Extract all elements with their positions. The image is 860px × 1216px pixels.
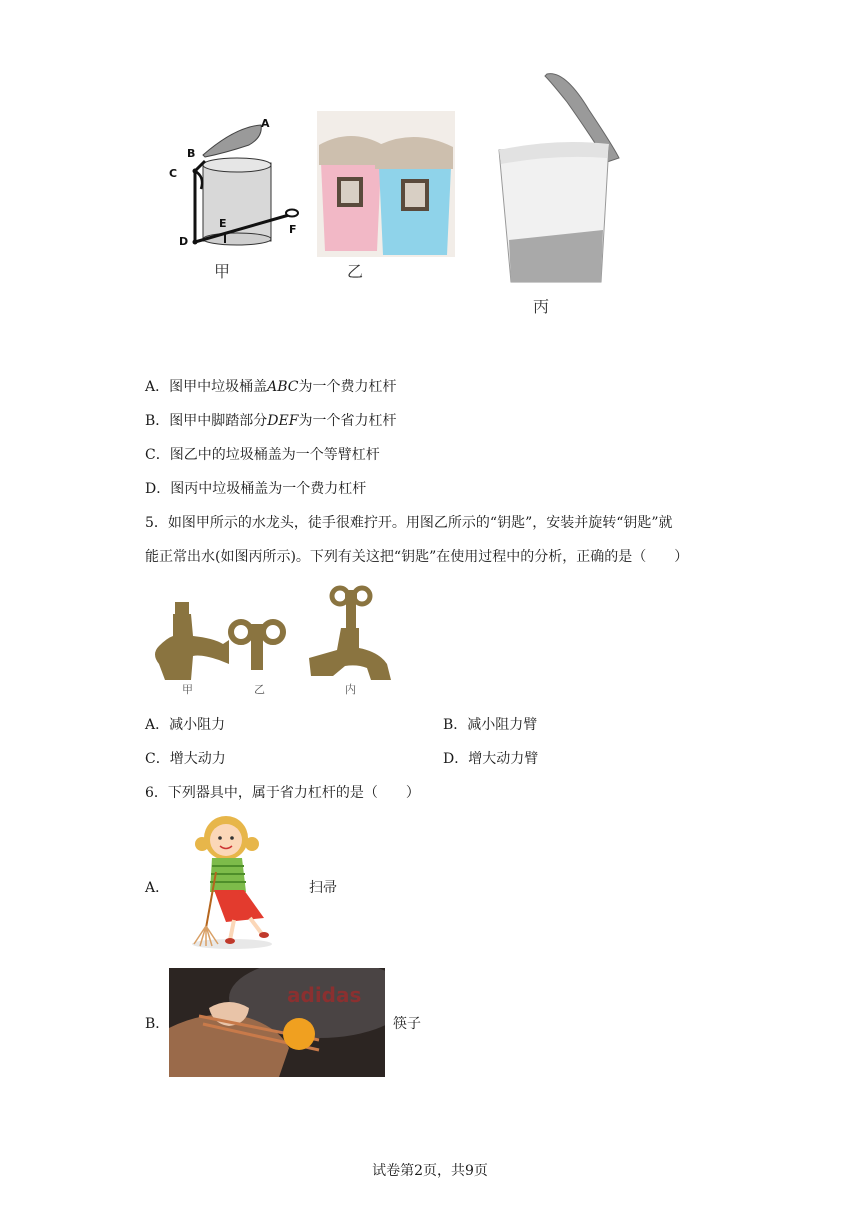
q6-option-b-name: 筷子 xyxy=(393,1016,421,1032)
point-label-f: F xyxy=(289,223,297,236)
q6-option-a-name: 扫帚 xyxy=(309,880,337,896)
q4-option-b-var: DEF xyxy=(267,413,299,429)
figure-jia-trash-can-diagram xyxy=(165,115,310,250)
q5-label-yi: 乙 xyxy=(254,683,265,696)
q5-option-b[interactable]: B．减小阻力臂 xyxy=(443,717,538,733)
figure-label-bing: 丙 xyxy=(533,297,550,316)
figure-label-yi: 乙 xyxy=(347,262,364,281)
q4-option-b[interactable] xyxy=(145,412,396,430)
page-footer: 试卷第2页，共9页 xyxy=(372,1163,488,1179)
q6-option-b-chopsticks-photo xyxy=(169,968,385,1077)
point-label-c: C xyxy=(169,167,178,180)
q4-option-a-text: A．图甲中垃圾桶盖 xyxy=(145,379,268,395)
figure-yi-trash-cans-photo xyxy=(317,111,455,257)
q6-option-a-letter[interactable]: A． xyxy=(145,880,170,896)
figure-bing-pedal-bin-photo xyxy=(495,70,625,285)
q5-figure-faucet-key xyxy=(145,584,395,696)
q5-option-d[interactable]: D．增大动力臂 xyxy=(443,751,539,767)
q5-stem-line-1: 5．如图甲所示的水龙头，徒手很难拧开。用图乙所示的“钥匙”，安装并旋转“钥匙”就 xyxy=(145,515,673,531)
q4-option-d[interactable]: D．图丙中垃圾桶盖为一个费力杠杆 xyxy=(145,481,367,497)
q5-label-bing: 内 xyxy=(345,683,356,696)
figure-label-jia: 甲 xyxy=(214,262,231,281)
q5-option-a[interactable]: A．减小阻力 xyxy=(145,717,226,733)
q5-stem-line-2: 能正常出水(如图丙所示)。下列有关这把“钥匙”在使用过程中的分析，正确的是（ ） xyxy=(145,549,689,565)
point-label-e: E xyxy=(219,217,227,230)
q4-option-c[interactable]: C．图乙中的垃圾桶盖为一个等臂杠杆 xyxy=(145,447,380,463)
point-label-b: B xyxy=(187,147,196,160)
q6-option-b-letter[interactable]: B． xyxy=(145,1016,170,1032)
q4-option-a[interactable] xyxy=(145,378,397,396)
point-label-d: D xyxy=(179,235,189,248)
q5-label-jia: 甲 xyxy=(182,683,193,696)
q4-option-a-suffix: 为一个费力杠杆 xyxy=(298,379,397,395)
q4-option-b-suffix: 为一个省力杠杆 xyxy=(298,413,397,429)
point-label-a: A xyxy=(261,117,270,130)
q6-option-a-broom-girl-image xyxy=(186,810,276,950)
q4-option-b-text: B．图甲中脚踏部分 xyxy=(145,413,268,429)
q5-option-c[interactable]: C．增大动力 xyxy=(145,751,226,767)
q4-option-a-var: ABC xyxy=(267,379,299,395)
q6-photo-shirt-text: adidas xyxy=(287,983,362,1007)
q6-stem: 6．下列器具中，属于省力杠杆的是（ ） xyxy=(145,785,420,801)
